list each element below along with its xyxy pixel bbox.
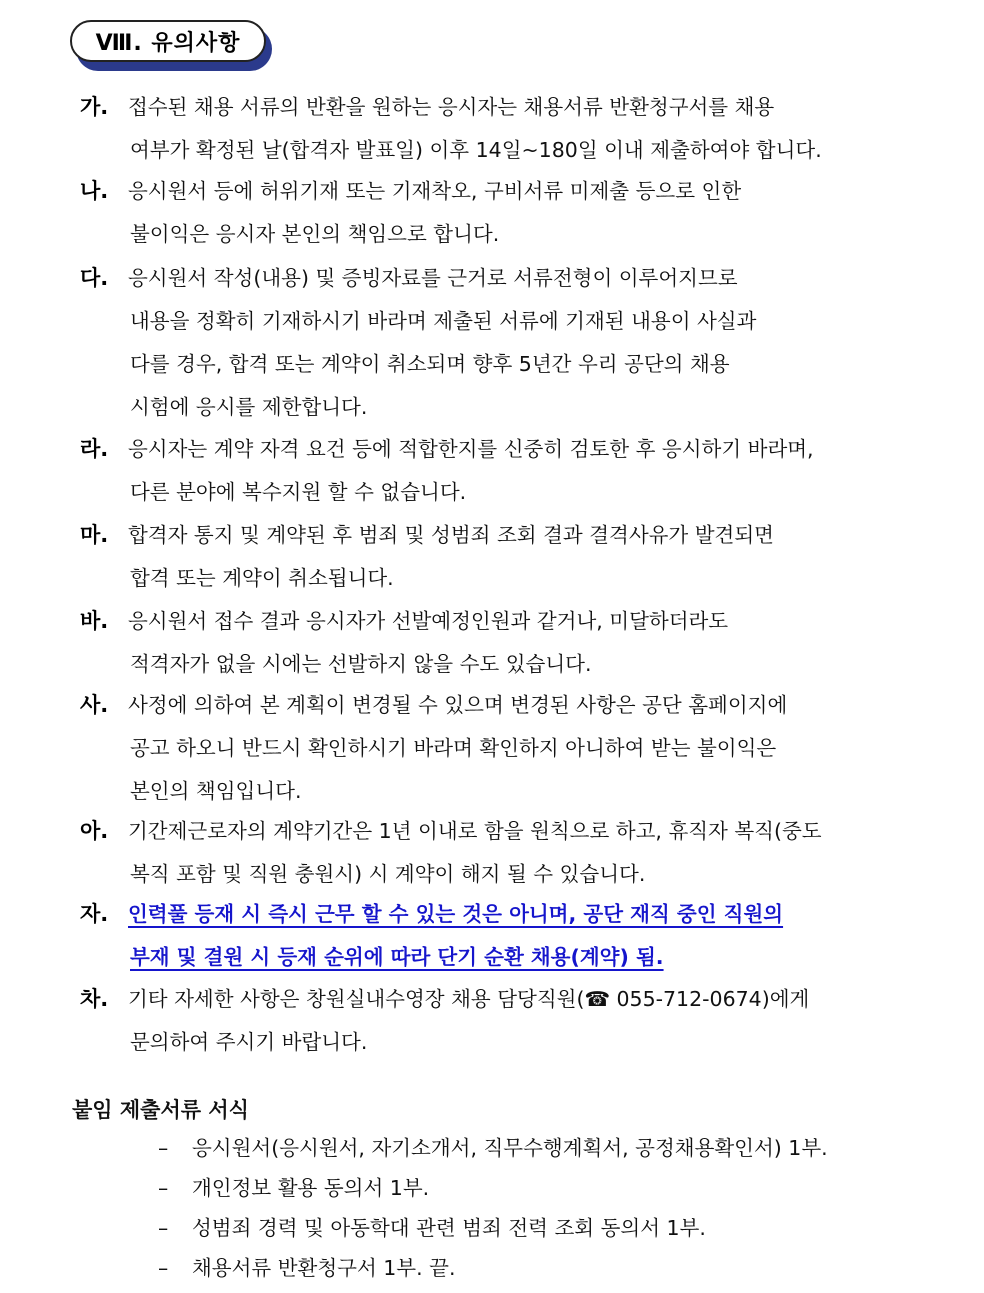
attachment-text: 개인정보 활용 동의서 1부. [192, 1176, 430, 1200]
notice-item-line: 합격자 통지 및 계약된 후 범죄 및 성범죄 조회 결과 결격사유가 발견되면 [128, 523, 774, 547]
notice-item [80, 978, 940, 1064]
attachment-item [158, 1208, 828, 1248]
notice-item-line: 기타 자세한 사항은 창원실내수영장 채용 담당직원(☎ 055-712-0674)에게 [128, 987, 810, 1011]
notice-item-marker: 아. [80, 819, 109, 843]
notice-item-line: 응시원서 접수 결과 응시자가 선발예정인원과 같거나, 미달하더라도 [128, 609, 729, 633]
notice-item [80, 600, 940, 686]
notice-item-line: 복직 포함 및 직원 충원시) 시 계약이 해지 될 수 있습니다. [130, 862, 646, 886]
notice-item-marker: 나. [80, 179, 109, 203]
attachment-bullet: – [158, 1256, 169, 1280]
attachment-text: 성범죄 경력 및 아동학대 관련 범죄 전력 조회 동의서 1부. [192, 1216, 706, 1240]
notice-item [80, 86, 940, 172]
notice-item-line: 여부가 확정된 날(합격자 발표일) 이후 14일~180일 이내 제출하여야 합니다. [130, 138, 822, 162]
notice-item [80, 170, 940, 256]
notice-item-line: 시험에 응시를 제한합니다. [130, 395, 368, 419]
notice-item [80, 810, 940, 896]
section-header [70, 18, 275, 74]
attachment-bullet: – [158, 1136, 169, 1160]
notice-item-line: 내용을 정확히 기재하시기 바라며 제출된 서류에 기재된 내용이 사실과 [130, 309, 757, 333]
notice-item-marker: 자. [80, 902, 109, 926]
notice-item-marker: 마. [80, 523, 109, 547]
notice-item-line: 인력풀 등재 시 즉시 근무 할 수 있는 것은 아니며, 공단 재직 중인 직원의 [128, 902, 784, 926]
attachment-item [158, 1248, 828, 1288]
notice-item-marker: 다. [80, 266, 109, 290]
notice-item-line: 적격자가 없을 시에는 선발하지 않을 수도 있습니다. [130, 652, 592, 676]
notice-item-line: 합격 또는 계약이 취소됩니다. [130, 566, 394, 590]
notice-item-marker: 사. [80, 693, 109, 717]
notice-item-line: 접수된 채용 서류의 반환을 원하는 응시자는 채용서류 반환청구서를 채용 [128, 95, 775, 119]
notice-item-line: 공고 하오니 반드시 확인하시기 바라며 확인하지 아니하여 받는 불이익은 [130, 736, 777, 760]
notice-item-line: 다른 분야에 복수지원 할 수 없습니다. [130, 480, 467, 504]
attachment-bullet: – [158, 1176, 169, 1200]
attachment-bullet: – [158, 1216, 169, 1240]
notice-item-line: 본인의 책임입니다. [130, 779, 302, 803]
section-title: Ⅷ. 유의사항 [95, 30, 241, 56]
attachment-title: 붙임 제출서류 서식 [72, 1098, 249, 1122]
attachment-list [158, 1128, 828, 1288]
notice-item-marker: 라. [80, 437, 109, 461]
attachment-item [158, 1128, 828, 1168]
notice-item [80, 257, 940, 429]
notice-item-marker: 바. [80, 609, 109, 633]
notice-item-line: 문의하여 주시기 바랍니다. [130, 1030, 368, 1054]
notice-item [80, 428, 940, 514]
notice-item-line: 기간제근로자의 계약기간은 1년 이내로 함을 원칙으로 하고, 휴직자 복직(중도 [128, 819, 822, 843]
notice-item-marker: 가. [80, 95, 109, 119]
notice-item [80, 514, 940, 600]
notice-item-line: 응시원서 등에 허위기재 또는 기재착오, 구비서류 미제출 등으로 인한 [128, 179, 742, 203]
attachment-item [158, 1168, 828, 1208]
notice-item-line: 사정에 의하여 본 계획이 변경될 수 있으며 변경된 사항은 공단 홈페이지에 [128, 693, 788, 717]
attachment-text: 응시원서(응시원서, 자기소개서, 직무수행계획서, 공정채용확인서) 1부. [192, 1136, 828, 1160]
notice-item-line: 응시원서 작성(내용) 및 증빙자료를 근거로 서류전형이 이루어지므로 [128, 266, 738, 290]
notice-item-line: 다를 경우, 합격 또는 계약이 취소되며 향후 5년간 우리 공단의 채용 [130, 352, 730, 376]
notice-item-line: 응시자는 계약 자격 요건 등에 적합한지를 신중히 검토한 후 응시하기 바라며, [128, 437, 814, 461]
notice-item-line: 부재 및 결원 시 등재 순위에 따라 단기 순환 채용(계약) 됨. [130, 945, 664, 969]
section-header-pill [70, 20, 266, 62]
attachment-text: 채용서류 반환청구서 1부. 끝. [192, 1256, 456, 1280]
notice-item [80, 893, 940, 979]
notice-item-marker: 차. [80, 987, 109, 1011]
notice-item-line: 불이익은 응시자 본인의 책임으로 합니다. [130, 222, 500, 246]
notice-item [80, 684, 940, 813]
